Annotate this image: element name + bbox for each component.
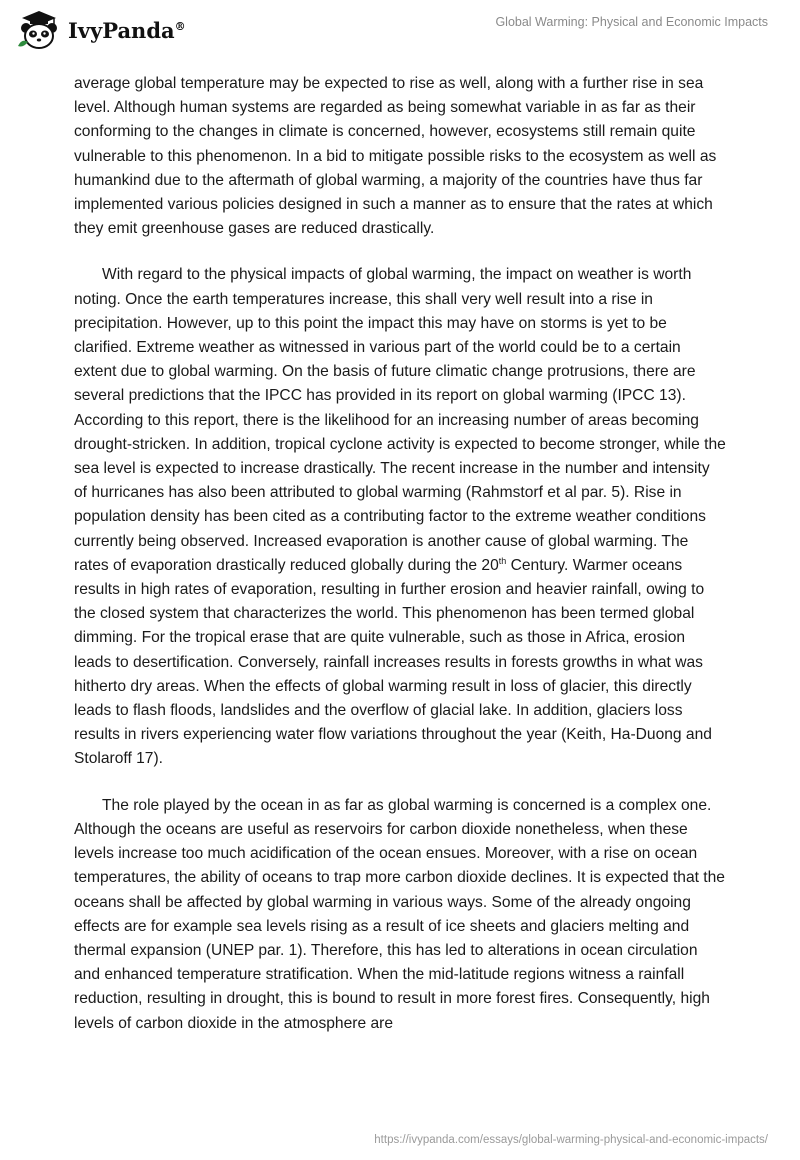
source-url[interactable]: https://ivypanda.com/essays/global-warming-physical-and-economic-impacts/	[374, 1134, 768, 1146]
essay-body	[74, 72, 726, 1036]
paragraph-3: The role played by the ocean in as far as global warming is concerned is a complex one. Although the oceans are useful as reservoirs for carbon dioxide nonetheless, when these levels increase too much acidification of the ocean ensues. Moreover, with a rise on ocean temperatures, the ability of oceans to trap more carbon dioxide declines. It is expected that the oceans shall be affected by global warming in various ways. Some of the already ongoing effects are for example sea levels rising as a result of ice sheets and glaciers melting and thermal expansion (UNEP par. 1). Therefore, this has led to alterations in ocean circulation and enhanced temperature stratification. When the mid-latitude regions witness a rainfall reduction, resulting in drought, this is bound to result in more forest fires. Consequently, high levels of carbon dioxide in the atmosphere are	[74, 796, 725, 1032]
panda-graduate-icon	[16, 8, 62, 52]
paragraph-1: average global temperature may be expected to rise as well, along with a further rise in sea level. Although human systems are regarded as being somewhat variable in as far as their conforming to the changes in climate is concerned, however, ecosystems still remain quite vulnerable to this phenomenon. In a bid to mitigate possible risks to the ecosystem as well as humankind due to the aftermath of global warming, a majority of the countries have thus far implemented various policies designed in such a manner as to ensure that the rates at which they emit greenhouse gases are reduced drastically.	[74, 75, 717, 238]
ivypanda-logo[interactable]	[16, 8, 186, 52]
logo-wordmark: IvyPanda®	[68, 17, 186, 43]
document-title: Global Warming: Physical and Economic Impacts	[495, 15, 768, 29]
paragraph-2-part-a: With regard to the physical impacts of global warming, the impact on weather is worth noting. Once the earth temperatures increase, this shall very well result into a rise in precipitation. However, up to this point the impact this may have on storms is yet to be clarified. Extreme weather as witnessed in various part of the world could be to a certain extent due to global warming. On the basis of future climatic change protrusions, there are several predictions that the IPCC has provided in its report on global warming (IPCC 13). According to this report, there is the likelihood for an increasing number of areas becoming drought-stricken. In addition, tropical cyclone activity is expected to become stronger, while the sea level is expected to increase drastically. The recent increase in the number and intensity of hurricanes has also been attributed to global warming (Rahmstorf et al par. 5). Rise in population density has been cited as a contributing factor to the extreme weather conditions currently being observed. Increased evaporation is another cause of global warming. The rates of evaporation drastically reduced globally during the 20	[74, 266, 726, 574]
paragraph-2	[74, 263, 726, 771]
page-header	[0, 0, 800, 60]
ordinal-suffix: th	[498, 555, 507, 566]
paragraph-2-part-b: Century. Warmer oceans results in high rates of evaporation, resulting in further erosion and heavier rainfall, owing to the closed system that characterizes the world. This phenomenon has been termed global dimming. For the tropical erase that are quite vulnerable, such as those in Africa, erosion leads to desertification. Conversely, rainfall increases results in forests growths in what was hitherto dry areas. When the effects of global warming result in loss of glacier, this directly leads to flash floods, landslides and the overflow of glacial lake. In addition, glaciers loss results in rivers experiencing water flow variations throughout the year (Keith, Ha-Duong and Stolaroff 17).	[74, 556, 712, 768]
